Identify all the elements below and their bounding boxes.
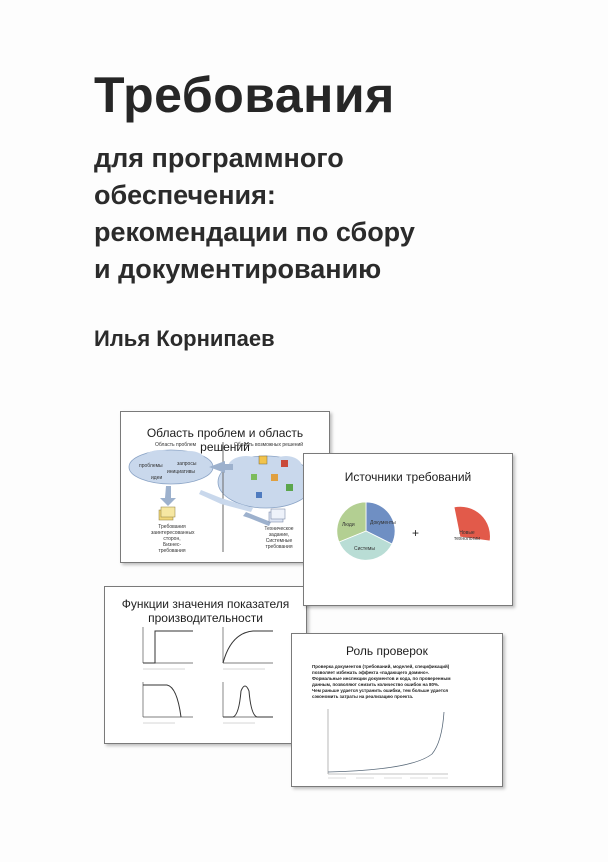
text-line: Формальные инспекции документов и кода, по проверенным bbox=[312, 676, 451, 681]
subtitle-line: рекомендации по сбору bbox=[94, 217, 415, 247]
left-heading: Область проблем bbox=[155, 442, 197, 448]
caption-line: задание, bbox=[268, 532, 290, 538]
caption-line: Бизнес-требования bbox=[158, 542, 186, 554]
subtitle-line: обеспечения: bbox=[94, 180, 276, 210]
text-line: сэкономить затраты на реализацию проекта. bbox=[312, 694, 414, 699]
text-line: позволяет избежать эффекта «падающего домино». bbox=[312, 670, 430, 675]
slide-requirement-sources bbox=[303, 453, 513, 606]
cost-curve bbox=[292, 634, 502, 786]
caption-line: сторон, bbox=[163, 536, 181, 542]
label-line: Новые bbox=[459, 530, 475, 536]
text-line: Чем раньше удается устранить ошибки, тем больше удается bbox=[312, 688, 448, 693]
book-author: Илья Корнипаев bbox=[94, 326, 275, 351]
caption-line: Требования bbox=[158, 524, 186, 530]
right-caption bbox=[259, 526, 299, 550]
slide-problems-solutions bbox=[120, 411, 330, 563]
pie-label: Системы bbox=[354, 546, 375, 552]
left-caption bbox=[151, 524, 193, 554]
new-tech-label bbox=[454, 530, 480, 542]
slide-performance-functions bbox=[104, 586, 307, 744]
book-subtitle bbox=[94, 140, 564, 288]
subtitle-line: и документированию bbox=[94, 254, 382, 284]
label-line: технологии bbox=[454, 536, 481, 542]
title-line: Функции значения показателя bbox=[121, 597, 290, 611]
slide-title: Источники требований bbox=[344, 470, 472, 484]
subtitle-line: для программного bbox=[94, 143, 344, 173]
caption-line: Системные bbox=[265, 538, 293, 544]
caption-line: заинтересованных bbox=[151, 530, 195, 536]
slide-role-of-reviews bbox=[291, 633, 503, 787]
caption-line: требования bbox=[265, 544, 293, 550]
title-line: производительности bbox=[148, 611, 263, 625]
pie-label: Документы bbox=[370, 520, 396, 526]
cloud-word: проблемы bbox=[139, 463, 163, 469]
book-title: Требования bbox=[94, 67, 395, 123]
pie-label: Люди bbox=[342, 522, 355, 528]
slide-title: Область проблем и область решений bbox=[146, 426, 304, 454]
right-heading: Область возможных решений bbox=[234, 442, 304, 448]
cloud-word: инициативы bbox=[167, 469, 196, 475]
sources-pie bbox=[304, 454, 512, 605]
text-line: Проверка документов (требований, моделей, спецификаций) bbox=[312, 664, 450, 669]
caption-line: Техническое bbox=[264, 526, 294, 532]
plus-sign: + bbox=[412, 526, 420, 540]
cloud-word: запросы bbox=[177, 461, 197, 467]
slide-title: Роль проверок bbox=[346, 644, 428, 658]
function-plots bbox=[105, 587, 306, 743]
text-line: данным, позволяют снизить количество ошибок на 80%. bbox=[312, 682, 440, 687]
cloud-word: идеи bbox=[151, 475, 163, 481]
